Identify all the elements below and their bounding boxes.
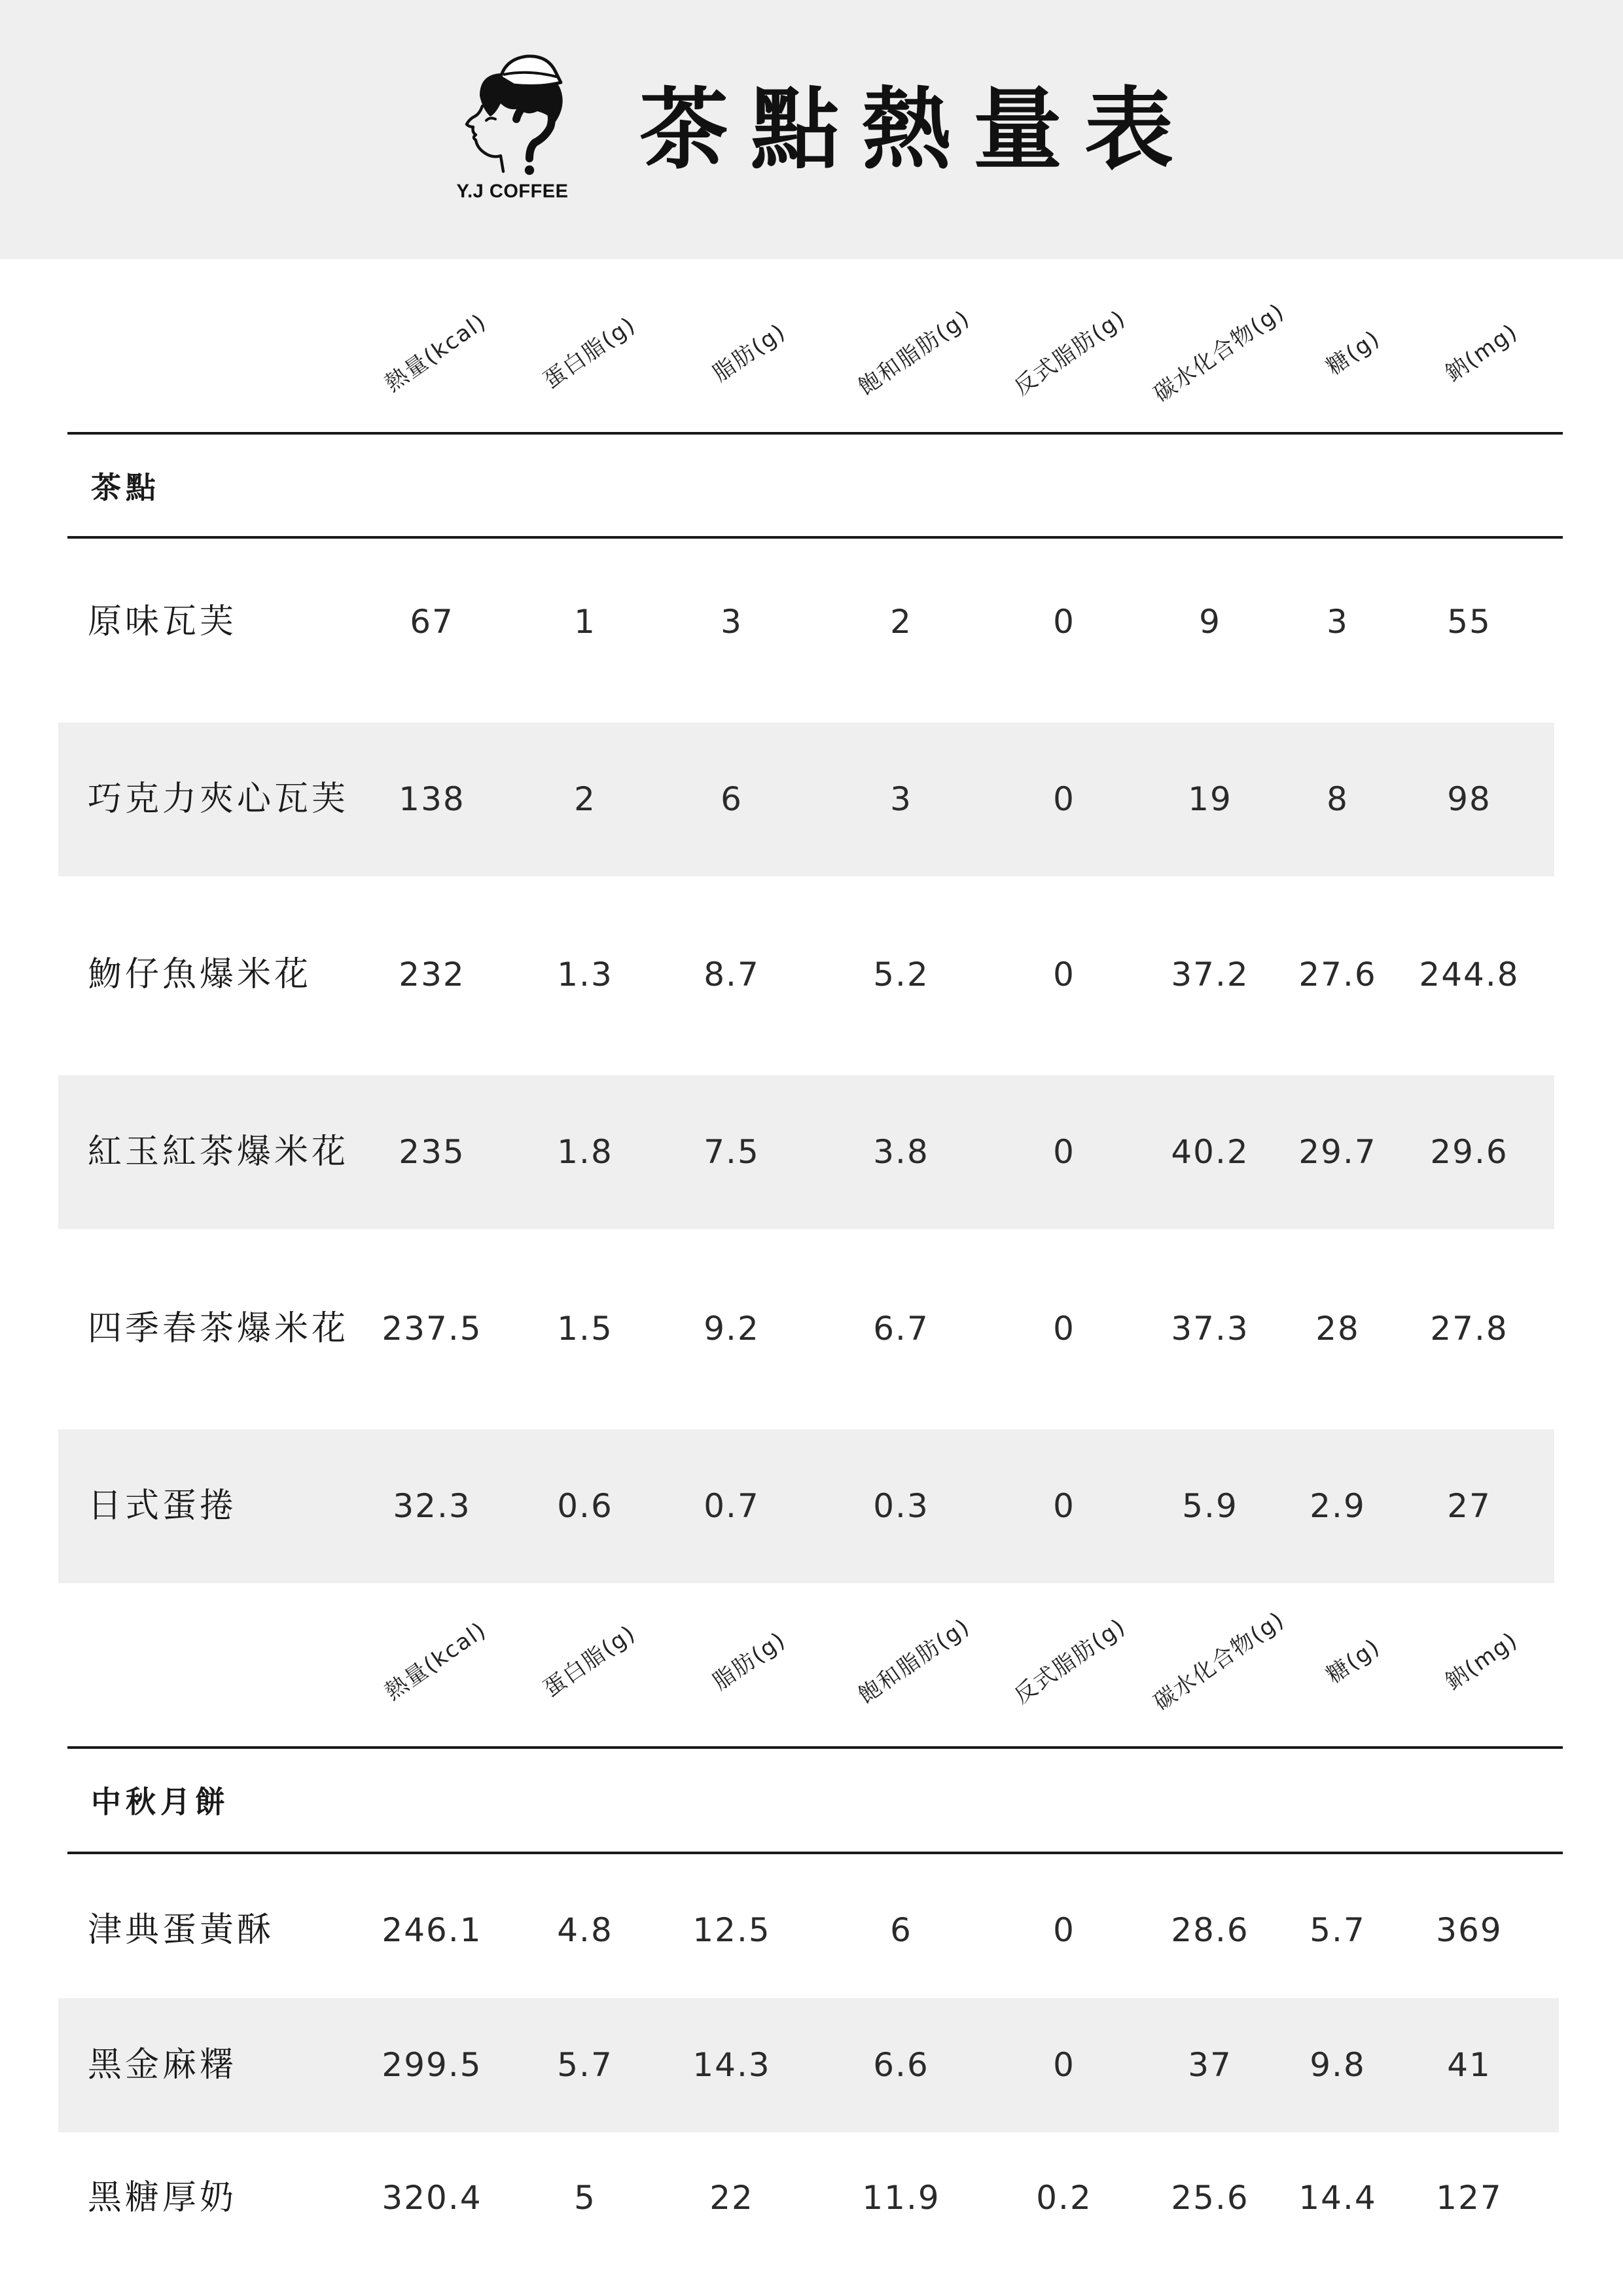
row-value: 6 [721, 780, 743, 818]
column-header: 脂肪(g) [707, 1626, 791, 1696]
row-value: 3.8 [873, 1133, 929, 1171]
column-header: 碳水化合物(g) [1149, 298, 1290, 408]
row-value: 1.3 [557, 956, 613, 994]
row-value: 0 [1053, 956, 1075, 994]
row-value: 0 [1053, 1310, 1075, 1348]
row-name: 日式蛋捲 [88, 1486, 238, 1526]
row-name: 紅玉紅茶爆米花 [88, 1132, 349, 1172]
column-header: 脂肪(g) [707, 318, 791, 387]
row-value: 32.3 [393, 1487, 471, 1525]
table-row [0, 533, 1623, 710]
table-row [0, 1418, 1623, 1594]
row-value: 8.7 [704, 956, 760, 994]
row-value: 67 [410, 603, 454, 641]
row-value: 28 [1315, 1310, 1360, 1348]
row-value: 5.2 [873, 956, 929, 994]
table-row [0, 1863, 1623, 1998]
table-row [0, 886, 1623, 1063]
page-title: 茶點熱量表 [639, 79, 1196, 182]
row-value: 9 [1199, 603, 1221, 641]
page-header [0, 0, 1623, 259]
table-row [0, 1998, 1623, 2132]
row-name: 原味瓦芙 [88, 602, 238, 641]
row-value: 3 [890, 780, 912, 818]
row-value: 12.5 [692, 1911, 771, 1949]
row-value: 3 [1327, 603, 1349, 641]
column-header: 熱量(kcal) [380, 1617, 491, 1706]
row-name: 四季春茶爆米花 [88, 1309, 349, 1348]
column-header: 反式脂肪(g) [1009, 304, 1131, 401]
row-value: 369 [1436, 1911, 1503, 1949]
row-value: 8 [1327, 780, 1349, 818]
divider [67, 1746, 1563, 1749]
row-name: 津典蛋黃酥 [88, 1910, 275, 1950]
row-value: 5.9 [1182, 1487, 1238, 1525]
column-header: 飽和脂肪(g) [853, 304, 975, 401]
row-value: 237.5 [382, 1310, 482, 1348]
row-value: 11.9 [862, 2179, 940, 2217]
table-row [0, 711, 1623, 888]
column-header: 鈉(mg) [1440, 1626, 1523, 1696]
row-value: 9.8 [1310, 2046, 1366, 2084]
row-value: 25.6 [1171, 2179, 1249, 2217]
column-header: 糖(g) [1321, 1633, 1385, 1689]
row-value: 0 [1053, 603, 1075, 641]
row-value: 27 [1447, 1487, 1491, 1525]
row-value: 41 [1447, 2046, 1491, 2084]
table-row [0, 1064, 1623, 1240]
row-value: 7.5 [704, 1133, 760, 1171]
row-value: 6.7 [873, 1310, 929, 1348]
section-title: 中秋月餅 [91, 1784, 230, 1820]
column-header: 飽和脂肪(g) [853, 1613, 975, 1710]
row-value: 6 [890, 1911, 912, 1949]
row-value: 19 [1188, 780, 1232, 818]
column-header: 糖(g) [1321, 325, 1385, 381]
row-name: 黑糖厚奶 [88, 2178, 238, 2217]
row-value: 55 [1447, 603, 1491, 641]
column-header: 鈉(mg) [1440, 318, 1523, 387]
row-name: 黑金麻糬 [88, 2045, 238, 2085]
row-value: 6.6 [873, 2046, 929, 2084]
row-value: 0 [1053, 780, 1075, 818]
row-value: 3 [721, 603, 743, 641]
row-value: 98 [1447, 780, 1491, 818]
row-value: 14.4 [1298, 2179, 1377, 2217]
row-value: 299.5 [382, 2046, 482, 2084]
row-value: 29.7 [1298, 1133, 1377, 1171]
row-value: 4.8 [557, 1911, 613, 1949]
row-value: 27.6 [1298, 956, 1377, 994]
row-name: 魩仔魚爆米花 [88, 955, 312, 994]
table-row [0, 2131, 1623, 2265]
row-value: 2 [574, 780, 596, 818]
row-value: 0.7 [704, 1487, 760, 1525]
row-value: 1 [574, 603, 596, 641]
brand-name: Y.J COFFEE [456, 181, 569, 202]
section-title: 茶點 [91, 470, 160, 505]
divider [67, 1852, 1563, 1854]
row-value: 5.7 [557, 2046, 613, 2084]
row-value: 5.7 [1310, 1911, 1366, 1949]
row-value: 2.9 [1310, 1487, 1366, 1525]
row-value: 232 [399, 956, 465, 994]
row-value: 37 [1188, 2046, 1232, 2084]
row-value: 0.2 [1036, 2179, 1092, 2217]
row-value: 1.8 [557, 1133, 613, 1171]
divider [67, 432, 1563, 435]
column-header: 蛋白脂(g) [539, 312, 641, 394]
row-value: 5 [574, 2179, 596, 2217]
row-value: 2 [890, 603, 912, 641]
column-header: 蛋白脂(g) [539, 1620, 641, 1702]
row-value: 246.1 [382, 1911, 482, 1949]
row-value: 22 [709, 2179, 754, 2217]
row-value: 0 [1053, 1133, 1075, 1171]
row-value: 9.2 [704, 1310, 760, 1348]
row-value: 138 [399, 780, 465, 818]
row-value: 40.2 [1171, 1133, 1249, 1171]
row-value: 0.3 [873, 1487, 929, 1525]
column-header: 熱量(kcal) [380, 308, 491, 397]
row-value: 1.5 [557, 1310, 613, 1348]
column-header: 反式脂肪(g) [1009, 1613, 1131, 1710]
row-value: 27.8 [1430, 1310, 1508, 1348]
row-value: 14.3 [692, 2046, 771, 2084]
row-value: 127 [1436, 2179, 1503, 2217]
row-value: 0.6 [557, 1487, 613, 1525]
column-header: 碳水化合物(g) [1149, 1606, 1290, 1716]
row-value: 0 [1053, 1487, 1075, 1525]
row-value: 29.6 [1430, 1133, 1508, 1171]
row-value: 37.3 [1171, 1310, 1249, 1348]
table-row [0, 1240, 1623, 1417]
row-name: 巧克力夾心瓦芙 [88, 780, 349, 819]
row-value: 235 [399, 1133, 465, 1171]
barista-head-logo-icon [461, 51, 573, 182]
row-value: 28.6 [1171, 1911, 1249, 1949]
row-value: 320.4 [382, 2179, 482, 2217]
row-value: 0 [1053, 1911, 1075, 1949]
row-value: 37.2 [1171, 956, 1249, 994]
row-value: 0 [1053, 2046, 1075, 2084]
row-value: 244.8 [1419, 956, 1520, 994]
